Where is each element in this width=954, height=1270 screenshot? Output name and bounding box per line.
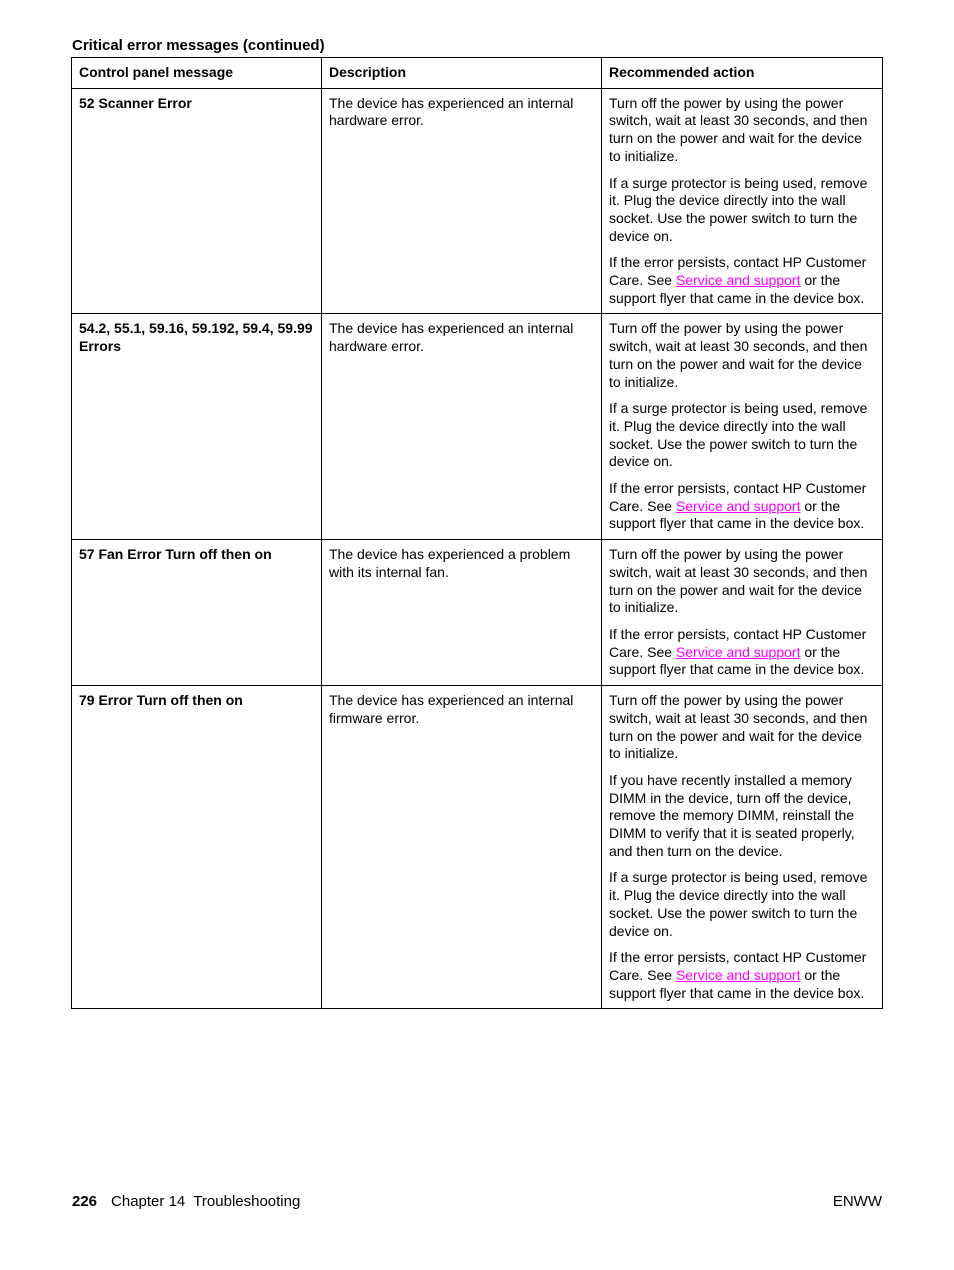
persist-suffix: or the support flyer that came in the device box. [609,966,865,1001]
action-power-cycle: Turn off the power by using the power switch, wait at least 30 seconds, and then turn on the power and wait for the device to initialize. [609,94,868,164]
persist-text: If the error persists, contact HP Customer Care. See [609,625,867,660]
action-power-cycle: Turn off the power by using the power switch, wait at least 30 seconds, and then turn on the power and wait for the device to initialize. [609,320,868,390]
row-action [602,686,883,1009]
action-dimm: If you have recently installed a memory DIMM in the device, turn off the device, remove the memory DIMM, reinstall the DIMM to verify that it is seated properly, and then turn on the device. [609,771,855,859]
action-persist [609,254,875,307]
service-and-support-link[interactable]: Service and support [675,272,801,289]
table-row [72,88,883,314]
page-footer [72,1193,882,1210]
service-and-support-link[interactable]: Service and support [675,966,801,983]
row-message: 54.2, 55.1, 59.16, 59.192, 59.4, 59.99 Errors [72,314,322,540]
page-number: 226 [72,1193,98,1210]
persist-suffix: or the support flyer that came in the device box. [609,643,865,678]
table-row [72,686,883,1009]
row-description: The device has experienced an internal hardware error. [322,88,602,314]
action-surge: If a surge protector is being used, remove it. Plug the device directly into the wall socket. Use the power switch to turn the device on. [609,869,868,939]
critical-error-table [71,57,883,1009]
persist-text: If the error persists, contact HP Customer Care. See [609,949,867,983]
row-description: The device has experienced an internal hardware error. [322,314,602,540]
action-power-cycle: Turn off the power by using the power switch, wait at least 30 seconds, and then turn on the power and wait for the device to initialize. [609,692,868,762]
row-description: The device has experienced a problem with its internal fan. [322,540,602,686]
action-persist [609,949,875,1002]
header-recommended-action: Recommended action [602,58,883,89]
row-message: 79 Error Turn off then on [72,686,322,1009]
table-caption: Critical error messages (continued) [72,37,325,54]
service-and-support-link[interactable]: Service and support [675,497,801,514]
chapter-label: Chapter 14 Troubleshooting [111,1193,301,1210]
row-message: 57 Fan Error Turn off then on [72,540,322,686]
row-action [602,314,883,540]
action-surge: If a surge protector is being used, remove it. Plug the device directly into the wall socket. Use the power switch to turn the device on. [609,174,868,244]
persist-suffix: or the support flyer that came in the device box. [609,497,865,532]
table-header-row [72,58,883,89]
persist-suffix: or the support flyer that came in the device box. [609,272,865,306]
row-message: 52 Scanner Error [72,88,322,314]
header-control-panel-message: Control panel message [72,58,322,89]
action-persist [609,626,875,679]
row-description: The device has experienced an internal firmware error. [322,686,602,1009]
header-description: Description [322,58,602,89]
service-and-support-link[interactable]: Service and support [675,643,801,660]
table-row [72,540,883,686]
persist-text: If the error persists, contact HP Customer Care. See [609,480,867,514]
footer-right-label: ENWW [832,1193,882,1210]
row-action [602,88,883,314]
table-row [72,314,883,540]
row-action [602,540,883,686]
persist-text: If the error persists, contact HP Customer Care. See [609,254,867,289]
action-persist [609,480,875,533]
action-surge: If a surge protector is being used, remove it. Plug the device directly into the wall socket. Use the power switch to turn the device on. [609,400,868,470]
action-power-cycle: Turn off the power by using the power switch, wait at least 30 seconds, and then turn on the power and wait for the device to initialize. [609,546,868,616]
